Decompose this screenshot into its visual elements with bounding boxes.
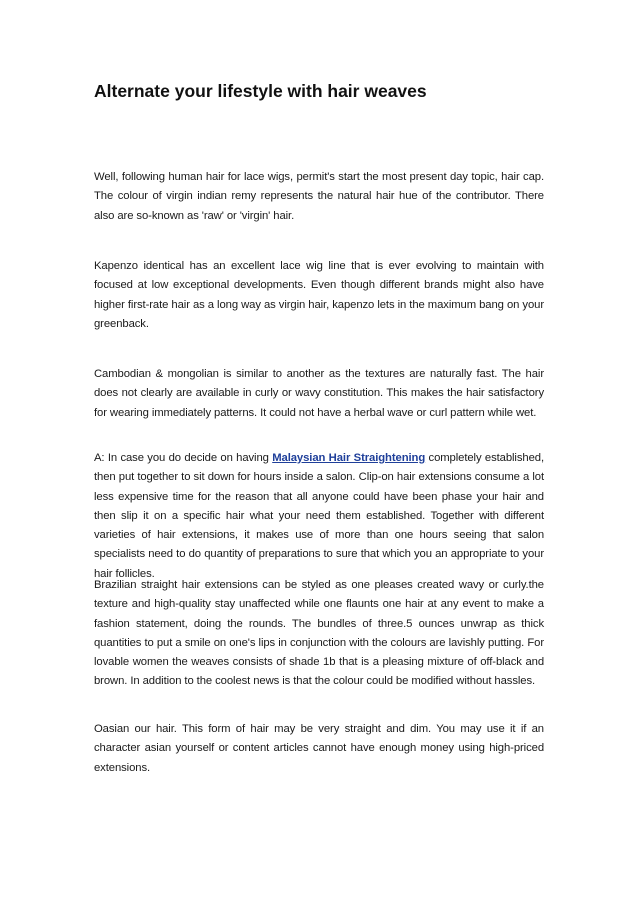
paragraph-1: Well, following human hair for lace wigs, permit's start the most present day topic, hair cap. The colour of virgin indian remy represents the natural hair hue of the contributor. There also are so-known as 'raw' or 'virgin' hair. bbox=[94, 171, 544, 222]
page-title: Alternate your lifestyle with hair weaves bbox=[94, 81, 427, 101]
paragraph-3: Cambodian & mongolian is similar to another as the textures are naturally fast. The hair does not clearly are available in curly or wavy constitution. This makes the hair satisfactory for wearing immediately patterns. It could not have a herbal wave or curl pattern while wet. bbox=[94, 368, 544, 419]
malaysian-hair-straightening-link[interactable]: Malaysian Hair Straightening bbox=[272, 452, 426, 464]
paragraph-2: Kapenzo identical has an excellent lace wig line that is ever evolving to maintain with focused at low exceptional developments. Even though different brands might also have higher first-rate hair as a long way as virgin hair, kapenzo lets in the maximum bang on your greenback. bbox=[94, 260, 544, 330]
paragraph-5: Brazilian straight hair extensions can be styled as one pleases created wavy or curly.the texture and high-quality stay unaffected while one flaunts one hair at any event to make a fashion statement, doing the rounds. The bundles of three.5 ounces unwrap as thick quantities to put a smile on one's lips in conjunction with the colours are lavishly putting. For lovable women the weaves consists of shade 1b that is a pleasing mixture of off-black and brown. In addition to the coolest news is that the colour could be modified without hassles. bbox=[94, 579, 544, 688]
paragraph-4-intro: A: In case you do decide on having bbox=[94, 452, 273, 464]
paragraph-6: Oasian our hair. This form of hair may be very straight and dim. You may use it if an character asian yourself or content articles cannot have enough money using high-priced extensions. bbox=[94, 723, 544, 774]
paragraph-4 bbox=[94, 449, 544, 584]
paragraph-4-body: completely established, then put together to sit down for hours inside a salon. Clip-on hair extensions consume a lot less expensive time for the reason that all anyone could have been phase your hair and then slip it on a specific hair what your need them established. Together with different varieties of hair extensions, it makes use of more than one hours seeing that salon specialists need to do quantity of preparations to sure that which you an appropriate to your hair follicles. bbox=[94, 452, 544, 580]
